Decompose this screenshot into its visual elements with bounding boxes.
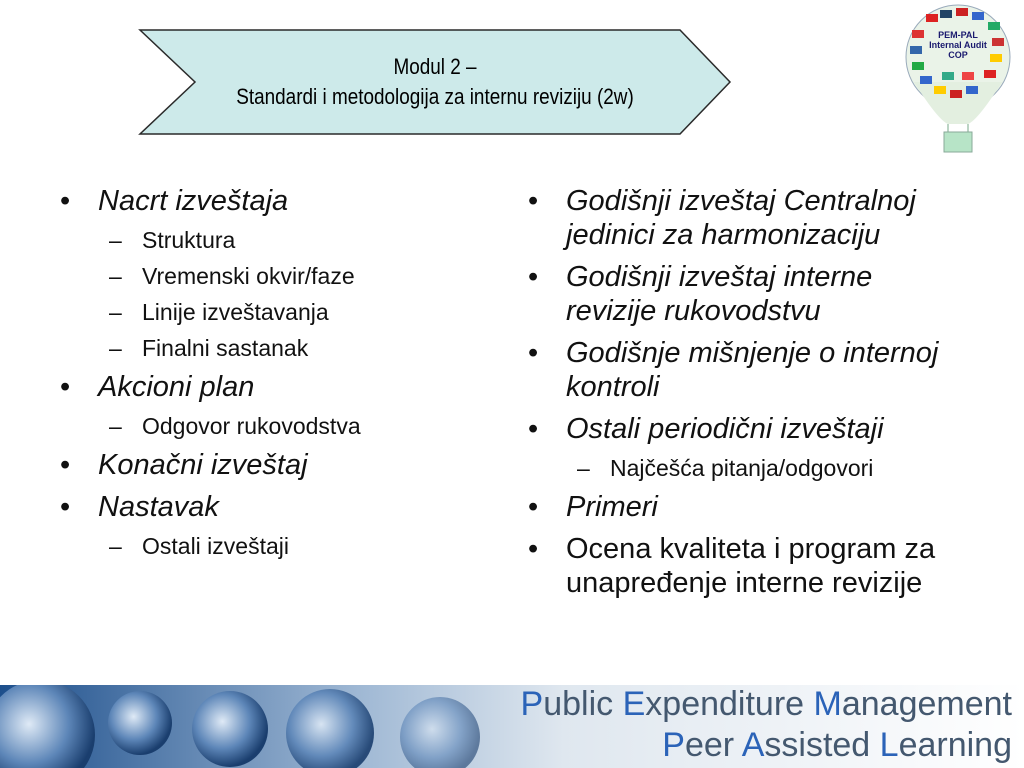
footer-letter: P [662, 726, 685, 764]
logo-line-3: COP [948, 50, 968, 60]
sub-bullet: – Struktura [52, 226, 472, 254]
bullet-konacni-izvestaj: • Konačni izveštaj [52, 448, 472, 482]
footer-word: ssisted [764, 726, 880, 764]
bullet-godisnji-izvestaj-cjh: • Godišnji izveštaj Centralnoj jedinici za harmonizaciju [520, 184, 970, 252]
slide-title [181, 30, 688, 134]
sub-bullet: – Ostali izveštaji [52, 532, 472, 560]
sub-bullet: – Finalni sastanak [52, 334, 472, 362]
footer-word: eer [684, 726, 742, 764]
footer-word: xpenditure [645, 685, 814, 723]
sub-bullet: – Vremenski okvir/faze [52, 262, 472, 290]
footer-letter: L [879, 726, 899, 764]
footer-letter: M [813, 685, 842, 723]
sub-bullet: – Linije izveštavanja [52, 298, 472, 326]
title-line-1: Modul 2 – [393, 54, 477, 79]
bullet-godisnji-izvestaj-ir: • Godišnji izveštaj interne revizije rukovodstvu [520, 260, 970, 328]
footer-letter: E [622, 685, 646, 723]
bullet-nastavak: • Nastavak [52, 490, 472, 524]
logo-line-1: PEM-PAL [938, 30, 978, 40]
footer-letter: P [520, 685, 544, 723]
bullet-primeri: • Primeri [520, 490, 970, 524]
bullet-nacrt-izvestaja: • Nacrt izveštaja [52, 184, 472, 218]
footer-line-2 [662, 726, 1012, 765]
sub-bullet: – Najčešća pitanja/odgovori [520, 454, 970, 482]
left-bullet-list [52, 184, 472, 568]
footer-word: ublic [543, 685, 623, 723]
title-line-2: Standardi i metodologija za internu reviziju (2w) [236, 84, 634, 109]
bullet-ocena-kvaliteta: • Ocena kvaliteta i program za unapređenje interne revizije [520, 532, 970, 600]
logo-text [918, 30, 998, 60]
bullet-ostali-periodicni: • Ostali periodični izveštaji [520, 412, 970, 446]
bullet-akcioni-plan: • Akcioni plan [52, 370, 472, 404]
right-bullet-list [520, 184, 970, 608]
sub-bullet: – Odgovor rukovodstva [52, 412, 472, 440]
logo-line-2: Internal Audit [929, 40, 987, 50]
pempal-balloon-logo [898, 2, 1018, 157]
footer-letter: A [741, 726, 765, 764]
footer-word: earning [898, 726, 1012, 764]
footer-word: anagement [841, 685, 1012, 723]
footer-line-1 [521, 685, 1012, 724]
bullet-godisnje-misljenje: • Godišnje mišnjenje o internoj kontroli [520, 336, 970, 404]
